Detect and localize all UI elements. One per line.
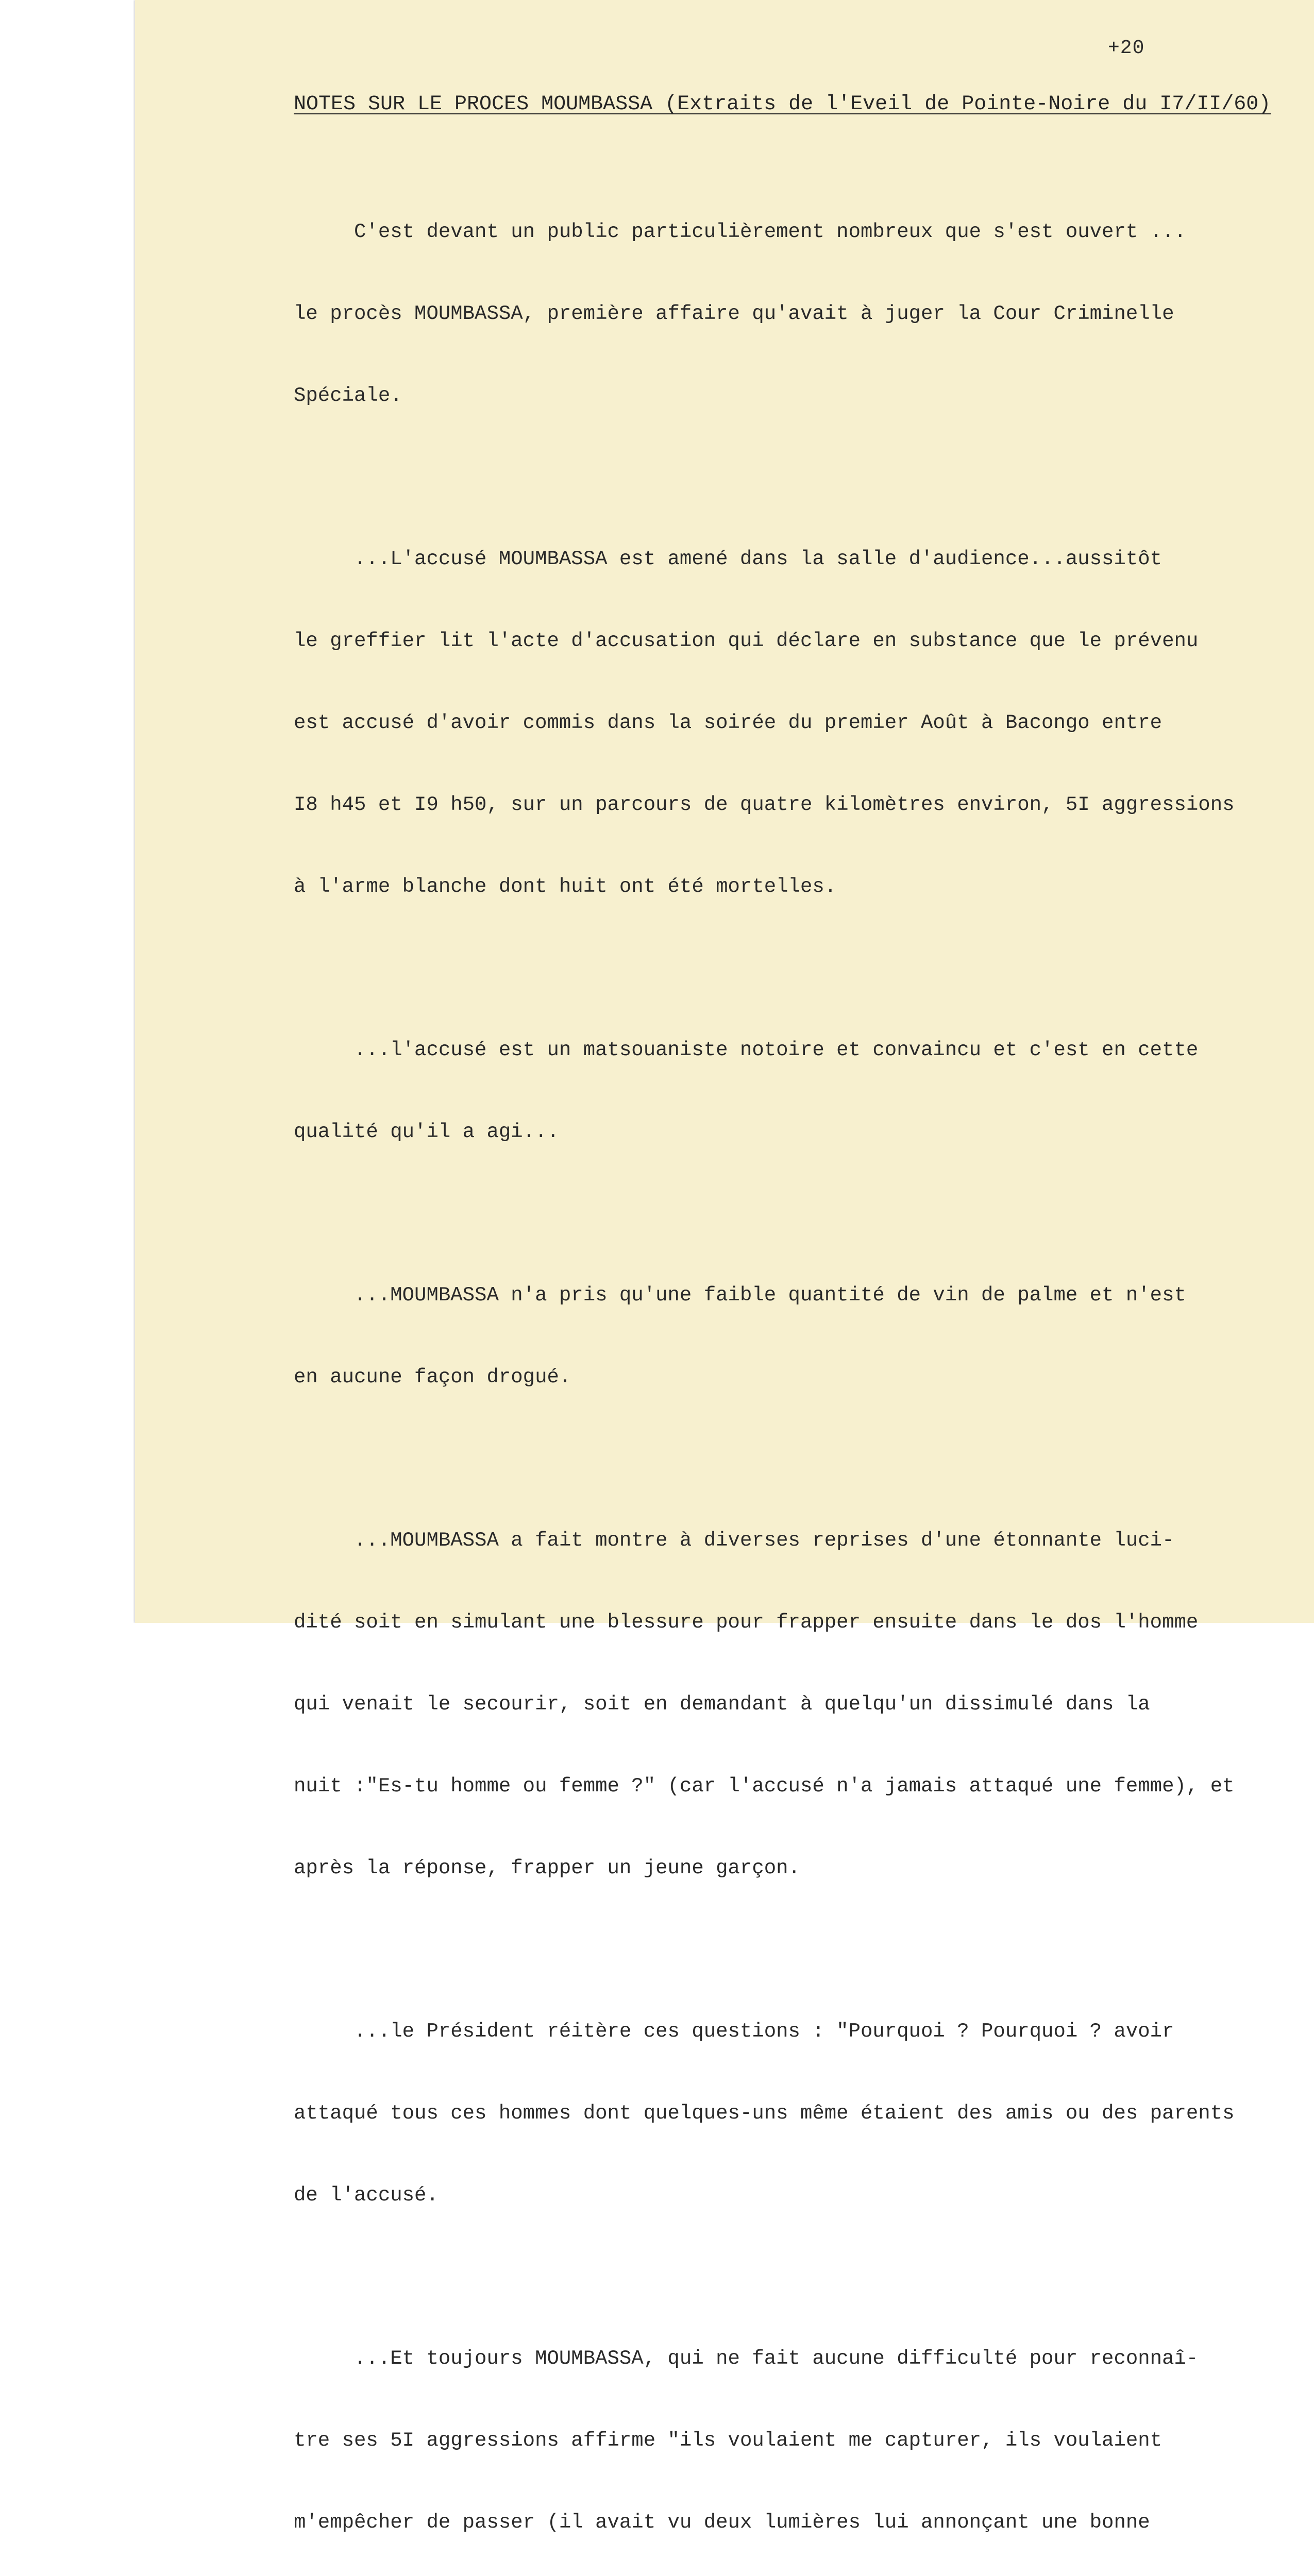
text-line: ...MOUMBASSA n'a pris qu'une faible quantité de vin de palme et n'est — [294, 1284, 1186, 1307]
paragraph — [294, 1227, 1262, 1446]
document-heading: NOTES SUR LE PROCES MOUMBASSA (Extraits de l'Eveil de Pointe-Noire du I7/II/60) — [294, 93, 1271, 116]
text-line: après la réponse, frapper un jeune garçon. — [294, 1857, 800, 1879]
paragraph — [294, 982, 1262, 1200]
text-line: nuit :"Es-tu homme ou femme ?" (car l'accusé n'a jamais attaqué une femme), et — [294, 1775, 1235, 1798]
text-line: m'empêcher de passer (il avait vu deux lumières lui annonçant une bonne — [294, 2511, 1150, 2534]
text-line: attaqué tous ces hommes dont quelques-uns même étaient des amis ou des parents — [294, 2102, 1235, 2125]
paragraph — [294, 491, 1262, 955]
text-line: Spéciale. — [294, 384, 402, 407]
text-line: C'est devant un public particulièrement nombreux que s'est ouvert ... — [294, 221, 1186, 243]
paragraph — [294, 1963, 1262, 2264]
text-line: qui venait le secourir, soit en demandant à quelqu'un dissimulé dans la — [294, 1693, 1150, 1716]
text-line: I8 h45 et I9 h50, sur un parcours de quatre kilomètres environ, 5I aggressions — [294, 793, 1235, 816]
text-line: qualité qu'il a agi... — [294, 1121, 559, 1143]
text-line: en aucune façon drogué. — [294, 1366, 571, 1388]
document-body — [294, 164, 1262, 2576]
text-line: à l'arme blanche dont huit ont été mortelles. — [294, 875, 837, 898]
text-line: ...l'accusé est un matsouaniste notoire et convaincu et c'est en cette — [294, 1039, 1199, 1061]
paragraph — [294, 2291, 1262, 2576]
text-line: est accusé d'avoir commis dans la soirée du premier Août à Bacongo entre — [294, 711, 1163, 734]
paragraph — [294, 164, 1262, 464]
scan-margin — [0, 0, 135, 1623]
text-line: ...Et toujours MOUMBASSA, qui ne fait aucune difficulté pour reconnaî- — [294, 2347, 1199, 2370]
text-line: dité soit en simulant une blessure pour frapper ensuite dans le dos l'homme — [294, 1611, 1199, 1634]
text-line: de l'accusé. — [294, 2184, 439, 2207]
page-number: +20 — [1108, 37, 1145, 59]
text-line: ...L'accusé MOUMBASSA est amené dans la salle d'audience...aussitôt — [294, 548, 1163, 570]
text-line: le greffier lit l'acte d'accusation qui déclare en substance que le prévenu — [294, 630, 1199, 652]
text-line: tre ses 5I aggressions affirme "ils voulaient me capturer, ils voulaient — [294, 2429, 1163, 2452]
text-line: ...MOUMBASSA a fait montre à diverses reprises d'une étonnante luci- — [294, 1529, 1174, 1552]
text-line: le procès MOUMBASSA, première affaire qu'avait à juger la Cour Criminelle — [294, 302, 1174, 325]
text-line: ...le Président réitère ces questions : "Pourquoi ? Pourquoi ? avoir — [294, 2020, 1174, 2043]
paragraph — [294, 1472, 1262, 1937]
